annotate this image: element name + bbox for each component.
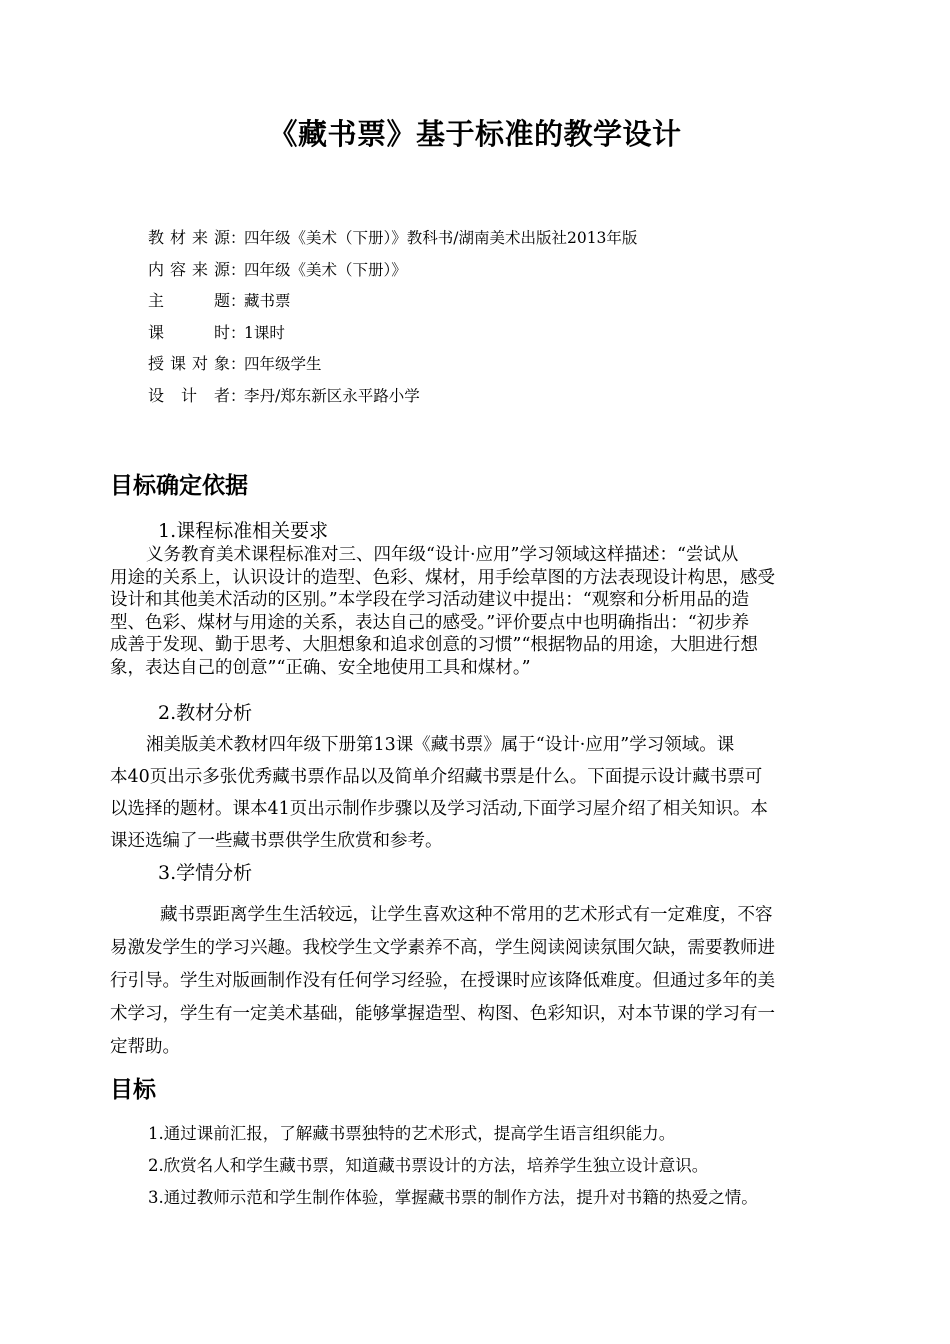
meta-label: 设计者 bbox=[148, 385, 230, 405]
paragraph-line: 型、色彩、煤材与用途的关系，表达自己的感受。”评价要点中也明确指出：“初步养 bbox=[110, 612, 750, 633]
meta-value: 四年级《美术（下册）》教科书/湖南美术出版社2013年版 bbox=[244, 229, 638, 247]
section-heading-goals: 目标 bbox=[110, 1077, 156, 1103]
paragraph-textbook-analysis bbox=[110, 729, 768, 857]
paragraph-line: 成善于发现、勤于思考、大胆想象和追求创意的习惯”“根据物品的用途，大胆进行想 bbox=[110, 635, 758, 655]
meta-label: 课时 bbox=[148, 322, 230, 342]
meta-label: 主题 bbox=[148, 291, 230, 310]
paragraph-line: 设计和其他美术活动的区别。”本学段在学习活动建议中提出：“观察和分析用品的造 bbox=[110, 590, 750, 610]
meta-row: 授课对象：四年级学生 bbox=[148, 348, 637, 380]
meta-label: 授课对象 bbox=[148, 354, 230, 373]
meta-label: 内容来源 bbox=[148, 259, 230, 279]
paragraph-line: 藏书票距离学生生活较远，让学生喜欢这种不常用的艺术形式有一定难度，不容 bbox=[160, 905, 773, 925]
paragraph-line: 定帮助。 bbox=[110, 1037, 180, 1057]
meta-value: 李丹/郑东新区永平路小学 bbox=[244, 386, 420, 405]
paragraph-line: 本40页出示多张优秀藏书票作品以及简单介绍藏书票是什么。下面提示设计藏书票可 bbox=[110, 767, 763, 787]
subheading-curriculum-standard: 1.课程标准相关要求 bbox=[158, 520, 329, 542]
meta-row: 内容来源：四年级《美术（下册）》 bbox=[148, 254, 637, 286]
paragraph-line: 象，表达自己的创意”“正确、安全地使用工具和煤材。” bbox=[110, 657, 531, 678]
paragraph-line: 以选择的题材。课本41页出示制作步骤以及学习活动,下面学习屋介绍了相关知识。本 bbox=[110, 799, 768, 819]
goal-item: 1.通过课前汇报，了解藏书票独特的艺术形式，提高学生语言组织能力。 bbox=[148, 1124, 676, 1143]
meta-value: 1课时 bbox=[244, 323, 285, 342]
goal-item: 3.通过教师示范和学生制作体验，掌握藏书票的制作方法，提升对书籍的热爱之情。 bbox=[148, 1188, 758, 1207]
document-title: 《藏书票》基于标准的教学设计 bbox=[268, 117, 682, 151]
meta-value: 藏书票 bbox=[244, 292, 291, 310]
paragraph-curriculum-standard bbox=[110, 544, 775, 679]
paragraph-line: 课还选编了一些藏书票供学生欣赏和参考。 bbox=[110, 831, 443, 851]
paragraph-learner-analysis bbox=[110, 899, 775, 1064]
paragraph-line: 行引导。学生对版画制作没有任何学习经验，在授课时应该降低难度。但通过多年的美 bbox=[110, 971, 775, 991]
meta-value: 四年级《美术（下册）》 bbox=[244, 260, 407, 279]
paragraph-line: 义务教育美术课程标准对三、四年级“设计·应用”学习领域这样描述：“尝试从 bbox=[146, 545, 739, 565]
paragraph-line: 术学习，学生有一定美术基础，能够掌握造型、构图、色彩知识，对本节课的学习有一 bbox=[110, 1004, 775, 1024]
meta-row: 课时：1课时 bbox=[148, 317, 637, 349]
paragraph-line: 易激发学生的学习兴趣。我校学生文学素养不高，学生阅读阅读氛围欠缺，需要教师进 bbox=[110, 938, 775, 958]
subheading-learner-analysis: 3.学情分析 bbox=[158, 862, 253, 884]
section-heading-basis: 目标确定依据 bbox=[110, 473, 248, 499]
paragraph-line: 湘美版美术教材四年级下册第13课《藏书票》属于“设计·应用”学习领域。课 bbox=[146, 735, 735, 755]
meta-row: 设计者：李丹/郑东新区永平路小学 bbox=[148, 380, 637, 412]
meta-row: 主题：藏书票 bbox=[148, 285, 637, 317]
meta-row: 教材来源：四年级《美术（下册）》教科书/湖南美术出版社2013年版 bbox=[148, 222, 637, 254]
goal-item: 2.欣赏名人和学生藏书票，知道藏书票设计的方法，培养学生独立设计意识。 bbox=[148, 1156, 709, 1175]
meta-label: 教材来源 bbox=[148, 228, 230, 247]
meta-value: 四年级学生 bbox=[244, 355, 322, 373]
subheading-textbook-analysis: 2.教材分析 bbox=[158, 702, 253, 724]
meta-info-block bbox=[148, 222, 637, 411]
paragraph-line: 用途的关系上，认识设计的造型、色彩、煤材，用手绘草图的方法表现设计构思，感受 bbox=[110, 567, 775, 588]
